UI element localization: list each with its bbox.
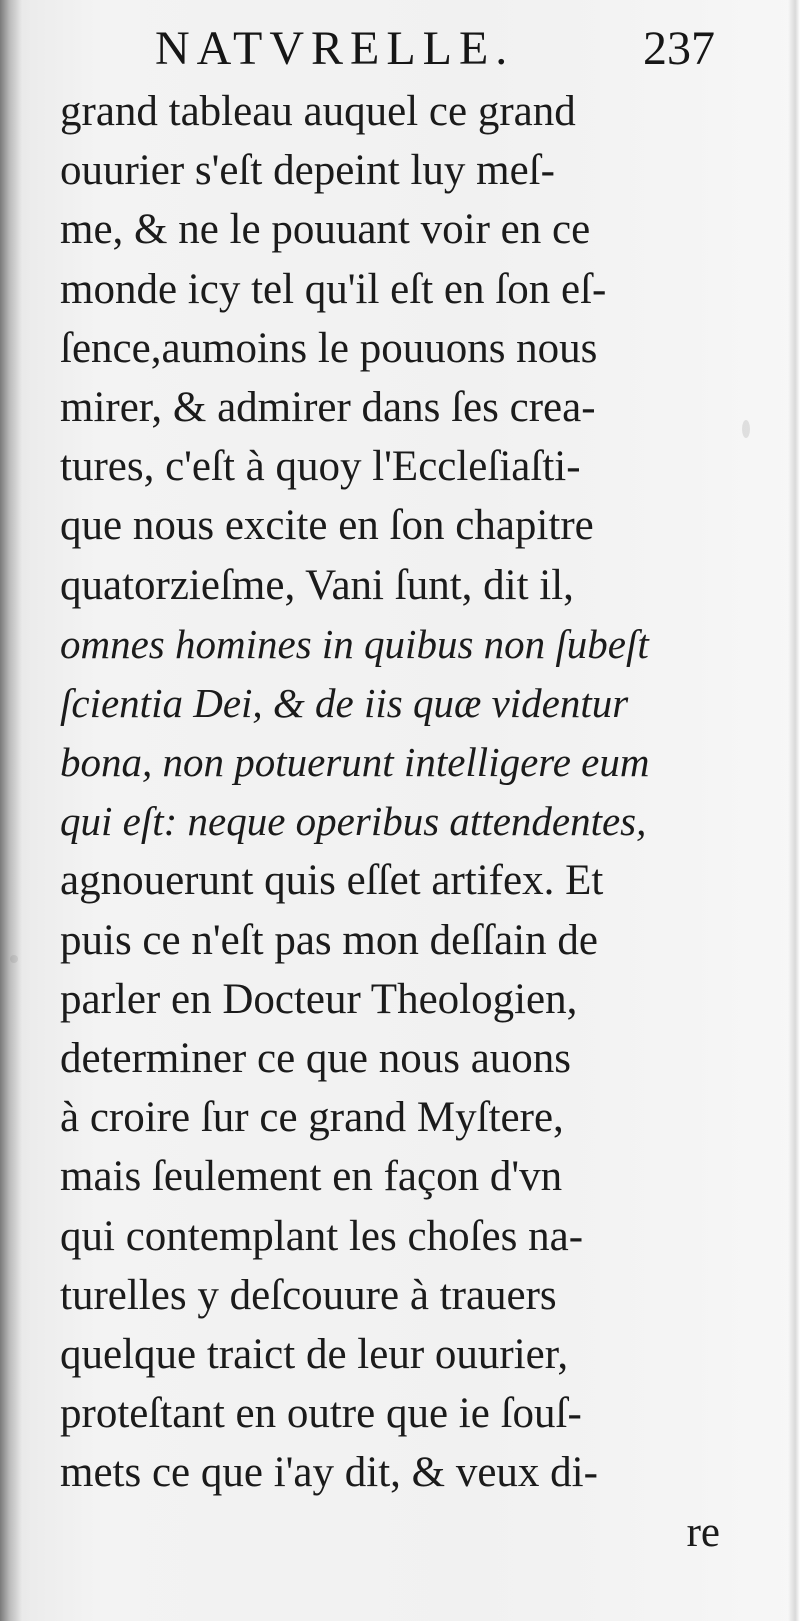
running-title: NATVRELLE. (155, 22, 515, 75)
text-line: turelles y deſcouure à trauers (60, 1271, 557, 1319)
latin-quote-line: ſcientia Dei, & de iis quæ videntur (60, 679, 629, 726)
text-line: me, & ne le pouuant voir en ce (60, 206, 591, 254)
latin-quote-line: omnes homines in quibus non ſubeſt (60, 620, 649, 667)
text-line: puis ce n'eſt pas mon deſſain de (60, 916, 598, 964)
page-number: 237 (643, 22, 715, 75)
text-line: que nous excite en ſon chapitre (60, 502, 594, 550)
text-line: grand tableau auquel ce grand (60, 88, 576, 135)
text-line: ſence,aumoins le pouuons nous (60, 324, 598, 372)
text-line: à croire ſur ce grand Myſtere, (60, 1094, 564, 1142)
text-line: quelque traict de leur ouurier, (60, 1330, 569, 1378)
text-line: mais ſeulement en façon d'vn (60, 1153, 563, 1201)
text-line: parler en Docteur Theologien, (60, 975, 578, 1023)
latin-quote-line: qui eſt: neque operibus attendentes, (60, 798, 647, 845)
text-line: quatorzieſme, Vani ſunt, dit il, (60, 561, 574, 609)
text-line: proteſtant en outre que ie ſouſ- (60, 1390, 582, 1438)
text-line: determiner ce que nous auons (60, 1035, 572, 1082)
paper-stain (10, 955, 18, 963)
text-line: mirer, & admirer dans ſes crea- (60, 383, 596, 431)
text-line: tures, c'eſt à quoy l'Eccleſiaſti- (60, 443, 581, 491)
page-header (155, 18, 715, 80)
text-line: ouurier s'eſt depeint luy meſ- (60, 147, 555, 195)
latin-quote-line: bona, non potuerunt intelligere eum (60, 739, 650, 786)
paper-stain (742, 420, 750, 438)
text-line: mets ce que i'ay dit, & veux di- (60, 1449, 598, 1497)
text-line: qui contemplant les choſes na- (60, 1212, 584, 1260)
text-line: agnouerunt quis eſſet artifex. Et (60, 857, 604, 905)
body-text (60, 82, 720, 1562)
text-line: monde icy tel qu'il eſt en ſon eſ- (60, 265, 607, 313)
catchword: re (686, 1508, 720, 1556)
